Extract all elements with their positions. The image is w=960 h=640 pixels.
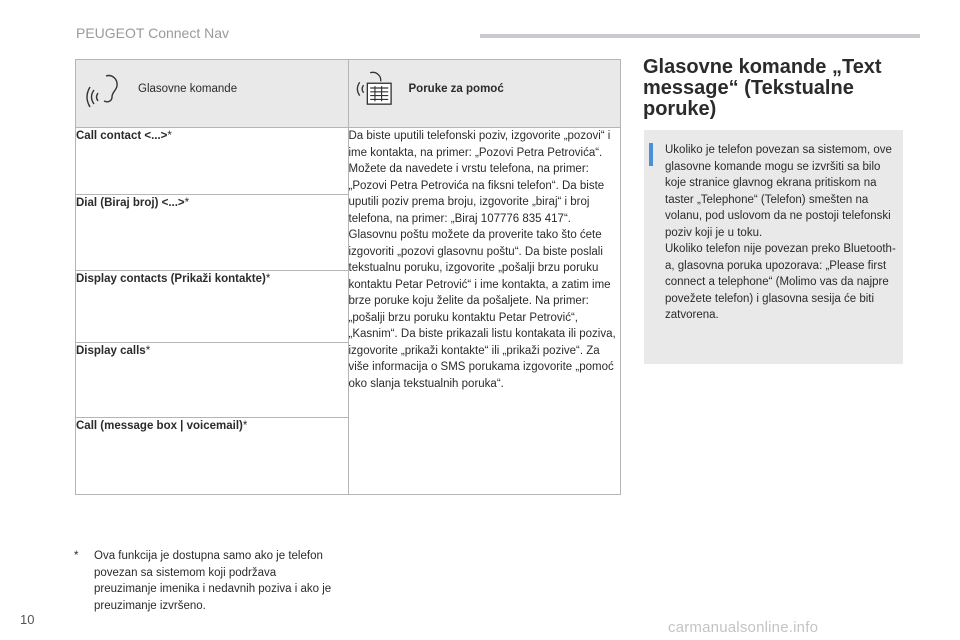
command-cell [76, 342, 349, 418]
footnote-marker: * [242, 420, 248, 433]
running-header-title: PEUGEOT Connect Nav [76, 25, 230, 41]
help-text-cell [348, 128, 621, 495]
header-label-help: Poruke za pomoć [408, 83, 504, 95]
footnote-star: * [74, 550, 79, 562]
command-cell [76, 271, 349, 342]
section-title: Glasovne komande „Text message“ (Tekstualne poruke) [643, 56, 882, 120]
command-cell [76, 418, 349, 495]
info-paragraph-2: Ukoliko telefon nije povezan preko Bluetooth-a, glasovna poruka upozorava: „Please first connect a telephone“ (Molimo vas da najpre povežete telefon) i glasovna sesija će biti zatvorena. [665, 243, 896, 321]
command-text: Call contact <...> [76, 130, 168, 143]
command-cell [76, 128, 349, 194]
header-label-commands: Glasovne komande [138, 83, 238, 95]
footnote-marker: * [145, 344, 151, 357]
info-icon [649, 143, 653, 166]
command-text: Dial (Biraj broj) <...> [76, 196, 185, 209]
table-header-row [76, 60, 621, 128]
voice-commands-table [75, 59, 621, 495]
footnote-marker: * [184, 196, 190, 209]
command-cell [76, 194, 349, 271]
watermark: carmanualsonline.info [668, 619, 819, 636]
footnote-marker: * [167, 130, 172, 143]
voice-command-icon [86, 71, 124, 109]
footnote-text: Ova funkcija je dostupna samo ako je telefon povezan sa sistemom koji podržava preuzimanje imenika i nedavnih poziva i ako je preuzimanje izvršeno. [94, 550, 332, 612]
help-text: Da biste uputili telefonski poziv, izgovorite „pozovi“ i ime kontakta, na primer: „Pozovi Petra Petrovića“. Možete da navedete i vrstu telefona, na primer: „Pozovi Petra Petrovića na fiksni telefon“. Da biste uputili poziv prema broju, izgovorite „biraj“ i broj telefona, na primer: „Biraj 107776 835 417“. Glasovnu poštu možete da proverite tako što ćete izgovoriti „pozovi glasovnu poštu“. Da biste poslali tekstualnu poruku, izgovorite „pošalji brzu poruku kontaktu Petar Petrović“ i ime kontakta, a zatim ime brze poruke koju želite da pošaljete. Na primer: „pošalji brzu poruku kontaktu Petar Petrović“, „Kasnim“. Da biste prikazali listu kontakata ili poziva, izgovorite „prikaži kontakte“ ili „prikaži pozive“. Za više informacija o SMS porukama izgovorite „pomoć oko slanja tekstualnih poruka“. [348, 130, 616, 390]
page-number: 10 [20, 612, 35, 627]
info-paragraph-1: Ukoliko je telefon povezan sa sistemom, ove glasovne komande mogu se izvršiti sa bilo koje stranice glavnog ekrana pritiskom na taster „Telephone“ (Telefon) smešten na volanu, pod uslovom da ne postoji telefonski poziv koji je u toku. [665, 144, 892, 239]
command-text: Call (message box | voicemail) [76, 420, 243, 433]
footnote-marker: * [265, 273, 271, 286]
running-header-bar [480, 34, 920, 38]
command-text: Display calls [76, 344, 146, 357]
help-messages-icon [355, 69, 393, 107]
command-text: Display contacts (Prikaži kontakte) [76, 273, 266, 286]
info-text [665, 142, 897, 324]
table-header-commands [76, 60, 349, 128]
info-box [644, 130, 903, 364]
table-header-help [348, 60, 621, 128]
footnote [74, 548, 334, 614]
table-row [76, 128, 621, 194]
